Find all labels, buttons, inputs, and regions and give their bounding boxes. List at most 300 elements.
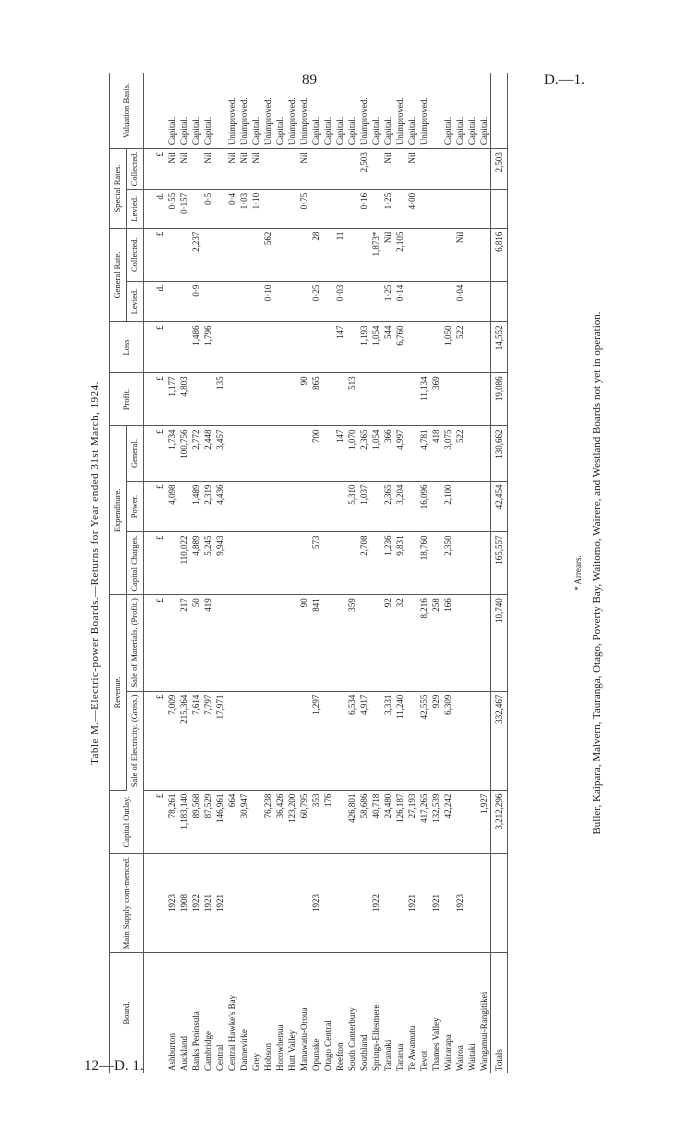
cell-main-supply [442,853,454,952]
cell-valuation-basis [491,73,508,149]
cell-capital-charges: 110,022 [178,532,190,595]
cell-sale-electricity [466,691,478,790]
returns-table [109,73,508,1073]
table-row [238,73,250,1073]
cell-capital-outlay: 417,265 [418,790,430,853]
cell-capital-charges [274,532,286,595]
cell-sale-electricity: 42,555 [418,691,430,790]
cell-sale-electricity: 17,971 [214,691,226,790]
cell-board: Grey [251,1053,261,1071]
cell-main-supply [466,853,478,952]
cell-sale-electricity [250,691,262,790]
cell-board: Auckland [179,1036,189,1071]
cell-special-rates-levied [418,189,430,228]
cell-board: Wairarapa [443,1034,453,1071]
cell-sale-electricity [334,691,346,790]
cell-general: 4,997 [394,426,406,481]
cell-capital-charges [226,532,238,595]
cell-special-rates-levied [454,189,466,228]
cell-sale-materials [406,595,418,691]
cell-sale-materials [286,595,298,691]
table-row [226,73,238,1073]
table-row [166,73,178,1073]
cell-sale-electricity: 929 [430,691,442,790]
cell-general-rate-collected [298,228,310,281]
cell-loss [286,322,298,373]
cell-power: 4,098 [166,481,178,532]
cell-power: 3,204 [394,481,406,532]
cell-capital-charges: 5,245 [202,532,214,595]
cell-general [262,426,274,481]
cell-board: Banks Peninsula [191,1011,201,1071]
cell-board: Southland [359,1034,369,1071]
cell-main-supply: 1923 [166,853,178,952]
cell-special-rates-collected [274,149,286,190]
cell-capital-charges [370,532,382,595]
cell-capital-outlay: 40,718 [370,790,382,853]
cell-special-rates-collected: £ [144,149,167,190]
cell-valuation-basis: Capital. [442,73,454,149]
cell-general-rate-collected [358,228,370,281]
cell-sale-materials [226,595,238,691]
table-row [418,73,430,1073]
cell-sale-electricity: 1,297 [310,691,322,790]
cell-loss [178,322,190,373]
boards-not-operating-note: Buller, Kaipara, Malvern, Tauranga, Otago, Poverty Bay, Waitomo, Wairere, and Westland Boards not yet in operation. [591,311,603,835]
cell-power [478,481,491,532]
cell-capital-charges [298,532,310,595]
cell-sale-materials [250,595,262,691]
cell-loss: 1,486 [190,322,202,373]
cell-profit [370,373,382,426]
cell-special-rates-levied [190,189,202,228]
cell-special-rates-collected [262,149,274,190]
cell-power [274,481,286,532]
table-row [382,73,394,1073]
cell-general-rate-collected [478,228,491,281]
cell-sale-electricity [406,691,418,790]
cell-valuation-basis [430,73,442,149]
cell-main-supply: 1922 [190,853,202,952]
cell-special-rates-collected [418,149,430,190]
cell-sale-materials [274,595,286,691]
cell-sale-electricity: 3,331 [382,691,394,790]
cell-capital-charges [346,532,358,595]
cell-valuation-basis: Unimproved. [262,73,274,149]
cell-special-rates-levied [310,189,322,228]
cell-sale-electricity: 6,309 [442,691,454,790]
cell-main-supply: 1908 [178,853,190,952]
cell-general-rate-levied [418,281,430,322]
cell-power: 1,037 [358,481,370,532]
cell-general-rate-levied [442,281,454,322]
cell-loss [238,322,250,373]
table-row [358,73,370,1073]
cell-capital-outlay: £ [144,790,167,853]
cell-board: Hutt Valley [287,1029,297,1071]
cell-board: Springs-Ellesmere [371,1004,381,1071]
cell-sale-materials [262,595,274,691]
cell-general: 366 [382,426,394,481]
cell-sale-electricity: 4,917 [358,691,370,790]
cell-special-rates-collected: 2,503 [358,149,370,190]
cell-general-rate-levied: 0·10 [262,281,274,322]
cell-profit [394,373,406,426]
cell-main-supply [382,853,394,952]
cell-special-rates-collected [442,149,454,190]
table-row [466,73,478,1073]
cell-general [286,426,298,481]
cell-sale-electricity [262,691,274,790]
cell-special-rates-levied: 0·4 [226,189,238,228]
cell-special-rates-levied: 0·5 [202,189,214,228]
cell-special-rates-collected [286,149,298,190]
cell-power: 2,100 [442,481,454,532]
cell-profit [442,373,454,426]
cell-capital-charges: 9,943 [214,532,226,595]
cell-special-rates-levied [491,189,508,228]
cell-power [262,481,274,532]
cell-capital-outlay: 126,187 [394,790,406,853]
cell-main-supply [358,853,370,952]
cell-general-rate-collected: 28 [310,228,322,281]
cell-power [370,481,382,532]
cell-capital-charges [250,532,262,595]
cell-board [144,953,167,1073]
rotated-table-block [65,73,635,1073]
cell-capital-outlay: 1,183,140 [178,790,190,853]
cell-profit: 369 [430,373,442,426]
cell-special-rates-collected [190,149,202,190]
header-main-supply: Main Supply com-menced. [110,853,144,952]
cell-sale-materials: 32 [394,595,406,691]
cell-loss [166,322,178,373]
cell-general [298,426,310,481]
cell-profit: 4,803 [178,373,190,426]
cell-capital-outlay: 87,529 [202,790,214,853]
cell-general: 700 [310,426,322,481]
cell-valuation-basis: Capital. [310,73,322,149]
header-general: General. [127,426,144,481]
cell-general-rate-collected: £ [144,228,167,281]
cell-valuation-basis: Capital. [334,73,346,149]
cell-sale-materials [358,595,370,691]
cell-loss: £ [144,322,167,373]
table-row [262,73,274,1073]
cell-capital-outlay: 30,947 [238,790,250,853]
cell-valuation-basis: Capital. [178,73,190,149]
table-row [298,73,310,1073]
cell-sale-electricity [226,691,238,790]
cell-sale-materials: 217 [178,595,190,691]
cell-special-rates-collected [214,149,226,190]
cell-power: £ [144,481,167,532]
cell-capital-charges: 2,350 [442,532,454,595]
cell-general-rate-collected [166,228,178,281]
cell-sale-materials [238,595,250,691]
cell-general: 1,734 [166,426,178,481]
cell-valuation-basis: Capital. [322,73,334,149]
cell-general: 130,662 [491,426,508,481]
cell-general-rate-levied [370,281,382,322]
totals-row [491,73,508,1073]
cell-special-rates-collected: Nil [298,149,310,190]
cell-general-rate-collected [286,228,298,281]
cell-sale-materials [166,595,178,691]
cell-loss: 544 [382,322,394,373]
cell-general: 3,457 [214,426,226,481]
cell-loss [466,322,478,373]
cell-capital-outlay [250,790,262,853]
cell-board: Wangamui-Rangitikei [479,991,489,1071]
cell-general-rate-levied [430,281,442,322]
cell-sale-electricity: 11,240 [394,691,406,790]
cell-valuation-basis: Capital. [454,73,466,149]
cell-special-rates-levied: 0·157 [178,189,190,228]
cell-main-supply [322,853,334,952]
table-title: Table M.—Electric-power Boards.—Returns for Year ended 31st March, 1924. [89,381,101,765]
cell-valuation-basis: Unimproved. [394,73,406,149]
cell-sale-materials: 166 [442,595,454,691]
cell-valuation-basis: Capital. [346,73,358,149]
cell-capital-outlay: 426,801 [346,790,358,853]
cell-profit: 865 [310,373,322,426]
cell-special-rates-collected [430,149,442,190]
cell-capital-charges [466,532,478,595]
cell-power [322,481,334,532]
cell-special-rates-collected: Nil [202,149,214,190]
cell-power [178,481,190,532]
cell-capital-outlay: 123,200 [286,790,298,853]
cell-sale-materials: 90 [298,595,310,691]
cell-general [466,426,478,481]
section-code: D.—1. [544,72,585,88]
cell-board: Totals [491,953,508,1073]
cell-capital-charges: 165,557 [491,532,508,595]
cell-profit [286,373,298,426]
cell-valuation-basis: Capital. [370,73,382,149]
cell-general-rate-collected [250,228,262,281]
cell-general-rate-collected [442,228,454,281]
cell-main-supply [262,853,274,952]
cell-sale-materials [334,595,346,691]
cell-board: Taranaki [383,1039,393,1071]
cell-profit [322,373,334,426]
cell-power: 2,319 [202,481,214,532]
cell-valuation-basis: Capital. [382,73,394,149]
cell-special-rates-collected [478,149,491,190]
cell-capital-outlay: 1,927 [478,790,491,853]
document-code: 12—D. 1. [84,1058,144,1074]
cell-general-rate-levied [250,281,262,322]
cell-main-supply [238,853,250,952]
header-capital-charges: Capital Charges. [127,532,144,595]
cell-sale-electricity: 215,364 [178,691,190,790]
cell-sale-materials [214,595,226,691]
cell-main-supply: 1921 [214,853,226,952]
cell-general-rate-levied [226,281,238,322]
cell-board: Reefton [335,1042,345,1071]
cell-sale-materials [322,595,334,691]
cell-general-rate-collected: Nil [382,228,394,281]
cell-main-supply: 1921 [406,853,418,952]
cell-capital-charges: £ [144,532,167,595]
cell-special-rates-collected [466,149,478,190]
cell-special-rates-levied: 0·55 [166,189,178,228]
cell-special-rates-levied [442,189,454,228]
cell-board: Central Hawke's Bay [227,994,237,1071]
cell-general-rate-levied: d. [144,281,167,322]
cell-capital-charges: 9,831 [394,532,406,595]
cell-loss: 1,193 [358,322,370,373]
cell-capital-charges: 2,708 [358,532,370,595]
cell-general-rate-collected: 2,237 [190,228,202,281]
cell-capital-outlay: 132,539 [430,790,442,853]
cell-loss: 1,050 [442,322,454,373]
cell-general-rate-collected [322,228,334,281]
cell-capital-outlay: 24,480 [382,790,394,853]
cell-loss [310,322,322,373]
cell-general-rate-levied [178,281,190,322]
cell-general-rate-levied: 0·04 [454,281,466,322]
cell-general-rate-collected: 1,873* [370,228,382,281]
cell-general-rate-levied [238,281,250,322]
header-general-rate: General Rate. [110,228,127,322]
cell-capital-charges [322,532,334,595]
cell-loss [322,322,334,373]
cell-capital-outlay: 3,212,296 [491,790,508,853]
header-expenditure: Expenditure. [110,426,127,595]
cell-power [226,481,238,532]
cell-profit: £ [144,373,167,426]
cell-valuation-basis: Unimproved. [238,73,250,149]
cell-capital-outlay [454,790,466,853]
cell-profit [262,373,274,426]
table-body [144,73,508,1073]
cell-valuation-basis: Capital. [202,73,214,149]
cell-special-rates-collected: Nil [178,149,190,190]
cell-profit [250,373,262,426]
units-row [144,73,167,1073]
cell-capital-outlay: 76,238 [262,790,274,853]
cell-main-supply [250,853,262,952]
cell-general-rate-collected: 6,816 [491,228,508,281]
cell-capital-charges [286,532,298,595]
cell-loss [250,322,262,373]
cell-capital-outlay: 89,568 [190,790,202,853]
cell-general-rate-collected: 562 [262,228,274,281]
cell-capital-charges [166,532,178,595]
header-special-rates-collected: Collected. [127,149,144,190]
cell-general-rate-levied [298,281,310,322]
header-profit: Profit. [110,373,144,426]
cell-general-rate-collected [274,228,286,281]
cell-general: 522 [454,426,466,481]
cell-general [250,426,262,481]
cell-general-rate-collected: 11 [334,228,346,281]
cell-power [286,481,298,532]
cell-valuation-basis: Capital. [478,73,491,149]
cell-general-rate-collected: 2,105 [394,228,406,281]
cell-main-supply [394,853,406,952]
cell-general: 3,075 [442,426,454,481]
cell-main-supply [298,853,310,952]
cell-capital-charges: 4,889 [190,532,202,595]
cell-profit [478,373,491,426]
cell-sale-materials: 841 [310,595,322,691]
cell-sale-electricity [454,691,466,790]
cell-board: Tevot [419,1050,429,1071]
cell-main-supply [226,853,238,952]
cell-general [406,426,418,481]
cell-power [430,481,442,532]
cell-special-rates-collected: Nil [406,149,418,190]
cell-profit: 513 [346,373,358,426]
table-row [478,73,491,1073]
cell-special-rates-levied: 1·10 [250,189,262,228]
cell-capital-charges [334,532,346,595]
cell-board: Waitaki [467,1043,477,1071]
cell-sale-electricity [286,691,298,790]
cell-general-rate-levied [274,281,286,322]
cell-general-rate-levied: 0·25 [310,281,322,322]
cell-main-supply [334,853,346,952]
cell-profit [406,373,418,426]
cell-general-rate-collected [202,228,214,281]
cell-power [466,481,478,532]
cell-capital-charges [430,532,442,595]
cell-power [310,481,322,532]
cell-special-rates-collected: Nil [250,149,262,190]
cell-general-rate-collected [418,228,430,281]
cell-sale-materials [466,595,478,691]
cell-special-rates-collected [310,149,322,190]
cell-special-rates-collected [322,149,334,190]
cell-board: South Canterbury [347,1007,357,1071]
header-sale-materials: Sale of Materials. (Profit.) [127,595,144,691]
cell-valuation-basis [214,73,226,149]
table-row [346,73,358,1073]
cell-sale-electricity: 7,009 [166,691,178,790]
cell-power [406,481,418,532]
cell-loss [214,322,226,373]
cell-valuation-basis [144,73,167,149]
cell-main-supply: 1921 [430,853,442,952]
cell-special-rates-collected [346,149,358,190]
cell-general: 100,756 [178,426,190,481]
cell-main-supply [478,853,491,952]
cell-loss [346,322,358,373]
cell-general-rate-levied: 0·03 [334,281,346,322]
cell-power [454,481,466,532]
cell-loss [406,322,418,373]
cell-special-rates-levied [430,189,442,228]
cell-valuation-basis: Capital. [190,73,202,149]
cell-loss: 14,552 [491,322,508,373]
cell-main-supply: 1923 [454,853,466,952]
cell-general-rate-collected [214,228,226,281]
cell-capital-outlay [466,790,478,853]
cell-board: Wairoa [455,1045,465,1071]
cell-special-rates-levied [394,189,406,228]
cell-valuation-basis: Unimproved. [286,73,298,149]
cell-valuation-basis: Capital. [250,73,262,149]
table-row [274,73,286,1073]
cell-valuation-basis: Unimproved. [418,73,430,149]
cell-general [322,426,334,481]
cell-power: 16,096 [418,481,430,532]
cell-special-rates-levied: 1·25 [382,189,394,228]
